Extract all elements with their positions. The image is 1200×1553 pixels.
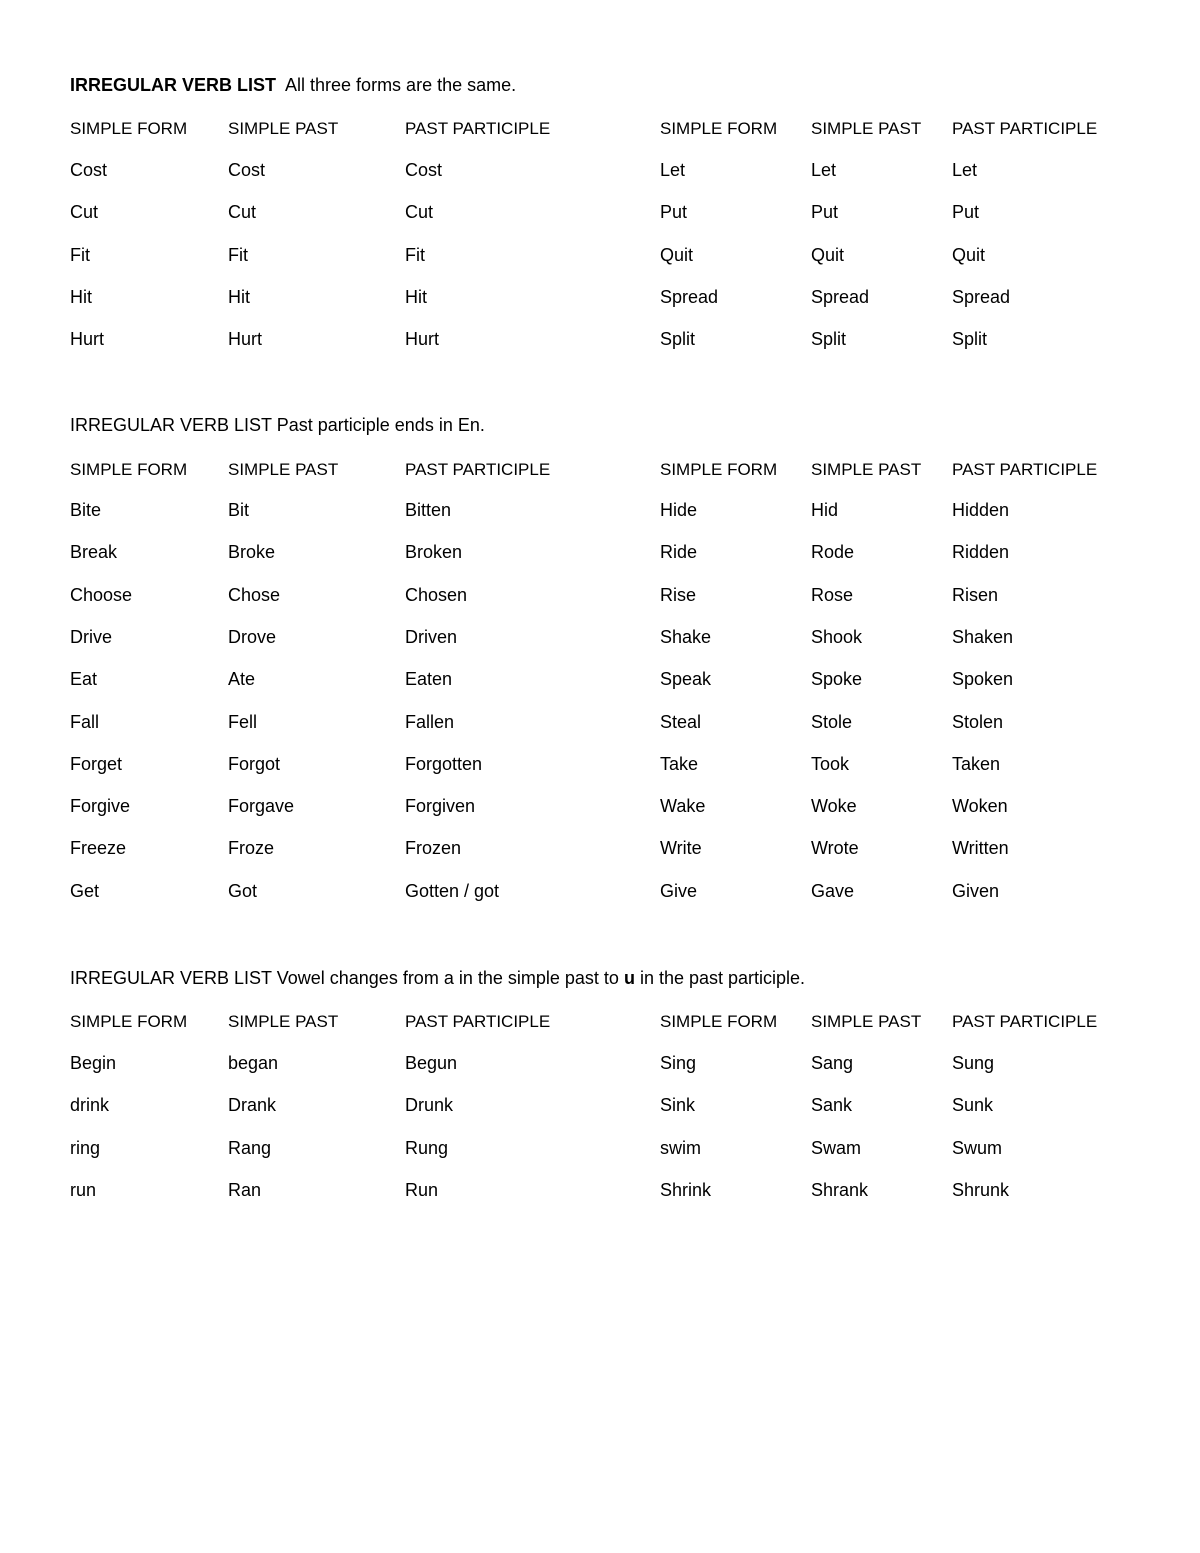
verb-cell: Broken — [405, 542, 463, 563]
verb-cell: Sink — [660, 1095, 696, 1116]
table-row — [0, 160, 1200, 186]
verb-cell: Fell — [228, 711, 258, 732]
table-row — [0, 838, 1200, 864]
verb-cell: Woken — [952, 796, 1008, 817]
verb-cell: Put — [952, 202, 980, 223]
verb-cell: Shrink — [660, 1179, 712, 1200]
column-header: SIMPLE PAST — [811, 460, 922, 479]
verb-cell: Broke — [228, 542, 276, 563]
verb-cell: Forget — [70, 753, 123, 774]
verb-cell: Sang — [811, 1053, 854, 1073]
verb-cell: Let — [952, 160, 978, 180]
verb-cell: Shake — [660, 626, 712, 647]
verb-cell: Given — [952, 880, 1000, 901]
section-title-bold: IRREGULAR VERB LIST — [70, 75, 277, 95]
verb-cell: Hurt — [228, 329, 263, 350]
verb-cell: Write — [660, 838, 702, 859]
verb-cell: Bit — [228, 500, 250, 520]
verb-cell: Hit — [70, 286, 92, 307]
verb-cell: Hit — [405, 286, 427, 307]
verb-cell: Cut — [70, 202, 99, 223]
section-title-text: IRREGULAR VERB LIST Past participle ends in En. — [70, 415, 485, 435]
verb-cell: Sing — [660, 1053, 697, 1073]
column-header: PAST PARTICIPLE — [952, 460, 1098, 479]
verb-cell: Woke — [811, 796, 857, 817]
column-header: PAST PARTICIPLE — [405, 119, 551, 138]
column-header: PAST PARTICIPLE — [952, 1012, 1098, 1031]
verb-cell: Froze — [228, 838, 275, 859]
verb-cell: Ride — [660, 542, 698, 563]
verb-cell: Split — [952, 329, 988, 350]
verb-cell: Got — [228, 880, 258, 901]
verb-cell: Wake — [660, 796, 706, 817]
table-row — [0, 712, 1200, 738]
verb-cell: Hide — [660, 500, 698, 520]
verb-cell: Rode — [811, 542, 855, 563]
table-row — [0, 1138, 1200, 1164]
verb-cell: Let — [660, 160, 686, 180]
table-row — [0, 796, 1200, 822]
table-row — [0, 585, 1200, 611]
column-header: PAST PARTICIPLE — [952, 119, 1098, 138]
table-row — [0, 669, 1200, 695]
verb-cell: Drive — [70, 626, 113, 647]
section-title — [70, 415, 485, 436]
verb-cell: Written — [952, 838, 1009, 859]
column-header: SIMPLE FORM — [70, 460, 188, 479]
verb-cell: Take — [660, 753, 699, 774]
header-row — [0, 119, 1200, 145]
column-header: SIMPLE PAST — [228, 1012, 339, 1031]
verb-cell: Give — [660, 880, 698, 901]
verb-cell: Split — [660, 329, 696, 350]
table-row — [0, 542, 1200, 568]
verb-cell: Fallen — [405, 711, 455, 732]
verb-cell: Hid — [811, 500, 839, 520]
verb-cell: Run — [405, 1179, 439, 1200]
verb-cell: swim — [660, 1137, 701, 1158]
verb-cell: Frozen — [405, 838, 462, 859]
column-header: SIMPLE FORM — [70, 1012, 188, 1031]
verb-cell: Break — [70, 542, 118, 563]
verb-cell: Sunk — [952, 1095, 994, 1116]
verb-cell: Fit — [228, 244, 248, 265]
verb-cell: Ran — [228, 1179, 262, 1200]
verb-cell: Rise — [660, 584, 697, 605]
column-header: SIMPLE FORM — [660, 460, 778, 479]
verb-cell: Eat — [70, 669, 98, 690]
verb-cell: Fit — [405, 244, 425, 265]
verb-cell: Rose — [811, 584, 854, 605]
verb-cell: Split — [811, 329, 847, 350]
verb-cell: Quit — [811, 244, 845, 265]
header-row — [0, 460, 1200, 486]
verb-cell: Drove — [228, 626, 277, 647]
table-row — [0, 1053, 1200, 1079]
verb-cell: Rang — [228, 1137, 272, 1158]
verb-cell: Shrank — [811, 1179, 869, 1200]
column-header: PAST PARTICIPLE — [405, 460, 551, 479]
section-title-text: All three forms are the same. — [276, 75, 517, 95]
verb-cell: Wrote — [811, 838, 859, 859]
column-header: SIMPLE PAST — [228, 460, 339, 479]
verb-cell: Taken — [952, 753, 1001, 774]
column-header: PAST PARTICIPLE — [405, 1012, 551, 1031]
verb-cell: Hurt — [405, 329, 440, 350]
verb-cell: Steal — [660, 711, 702, 732]
section-title-bold-letter: u — [623, 968, 635, 988]
table-row — [0, 287, 1200, 313]
verb-cell: Shrunk — [952, 1179, 1010, 1200]
verb-cell: Fall — [70, 711, 100, 732]
verb-cell: Spread — [660, 286, 719, 307]
verb-cell: Begin — [70, 1053, 117, 1073]
verb-cell: drink — [70, 1095, 110, 1116]
table-row — [0, 245, 1200, 271]
verb-cell: Cut — [228, 202, 257, 223]
verb-cell: Forgave — [228, 796, 295, 817]
verb-cell: Spread — [811, 286, 870, 307]
verb-cell: Sung — [952, 1053, 995, 1073]
table-row — [0, 627, 1200, 653]
verb-cell: Gotten / got — [405, 880, 500, 901]
verb-cell: Freeze — [70, 838, 127, 859]
table-row — [0, 500, 1200, 526]
verb-cell: Quit — [660, 244, 694, 265]
verb-cell: began — [228, 1053, 279, 1073]
verb-cell: Hurt — [70, 329, 105, 350]
verb-cell: Rung — [405, 1137, 449, 1158]
header-row — [0, 1012, 1200, 1038]
verb-cell: Spread — [952, 286, 1011, 307]
column-header: SIMPLE PAST — [228, 119, 339, 138]
verb-cell: Spoken — [952, 669, 1014, 690]
verb-cell: Stolen — [952, 711, 1004, 732]
verb-cell: Forgive — [70, 796, 131, 817]
section-title-tail: in the past participle. — [639, 968, 806, 988]
section-title — [70, 75, 516, 96]
verb-cell: Spoke — [811, 669, 863, 690]
verb-cell: Chose — [228, 584, 281, 605]
verb-cell: Get — [70, 880, 100, 901]
verb-cell: Bite — [70, 500, 102, 520]
verb-cell: Stole — [811, 711, 853, 732]
table-row — [0, 881, 1200, 907]
section-title-text: IRREGULAR VERB LIST Vowel changes from a in the simple past to — [70, 968, 619, 988]
verb-cell: Hidden — [952, 500, 1010, 520]
table-row — [0, 329, 1200, 355]
table-row — [0, 1095, 1200, 1121]
verb-cell: Sank — [811, 1095, 853, 1116]
verb-cell: Eaten — [405, 669, 453, 690]
verb-cell: Put — [660, 202, 688, 223]
verb-cell: Drank — [228, 1095, 277, 1116]
table-row — [0, 1180, 1200, 1206]
verb-cell: Cost — [228, 160, 266, 180]
verb-cell: Driven — [405, 626, 458, 647]
verb-cell: Quit — [952, 244, 986, 265]
column-header: SIMPLE PAST — [811, 1012, 922, 1031]
verb-cell: run — [70, 1179, 97, 1200]
table-row — [0, 754, 1200, 780]
verb-cell: Bitten — [405, 500, 452, 520]
verb-cell: Risen — [952, 584, 999, 605]
column-header: SIMPLE FORM — [70, 119, 188, 138]
column-header: SIMPLE FORM — [660, 1012, 778, 1031]
verb-cell: Shook — [811, 626, 863, 647]
verb-cell: Put — [811, 202, 839, 223]
verb-cell: Shaken — [952, 626, 1014, 647]
verb-cell: Begun — [405, 1053, 458, 1073]
table-row — [0, 202, 1200, 228]
verb-cell: Cut — [405, 202, 434, 223]
verb-cell: Chosen — [405, 584, 468, 605]
verb-cell: Cost — [405, 160, 443, 180]
verb-cell: Speak — [660, 669, 712, 690]
verb-cell: Let — [811, 160, 837, 180]
verb-cell: Forgot — [228, 753, 281, 774]
verb-cell: Ate — [228, 669, 256, 690]
verb-cell: Choose — [70, 584, 133, 605]
column-header: SIMPLE FORM — [660, 119, 778, 138]
verb-cell: Gave — [811, 880, 855, 901]
verb-cell: Cost — [70, 160, 108, 180]
column-header: SIMPLE PAST — [811, 119, 922, 138]
verb-cell: Forgiven — [405, 796, 476, 817]
verb-cell: Ridden — [952, 542, 1010, 563]
verb-cell: Hit — [228, 286, 250, 307]
verb-cell: Forgotten — [405, 753, 483, 774]
verb-cell: ring — [70, 1137, 101, 1158]
verb-cell: Swum — [952, 1137, 1003, 1158]
verb-cell: Fit — [70, 244, 90, 265]
verb-cell: Swam — [811, 1137, 862, 1158]
verb-cell: Took — [811, 753, 850, 774]
verb-cell: Drunk — [405, 1095, 454, 1116]
section-title — [70, 968, 805, 989]
